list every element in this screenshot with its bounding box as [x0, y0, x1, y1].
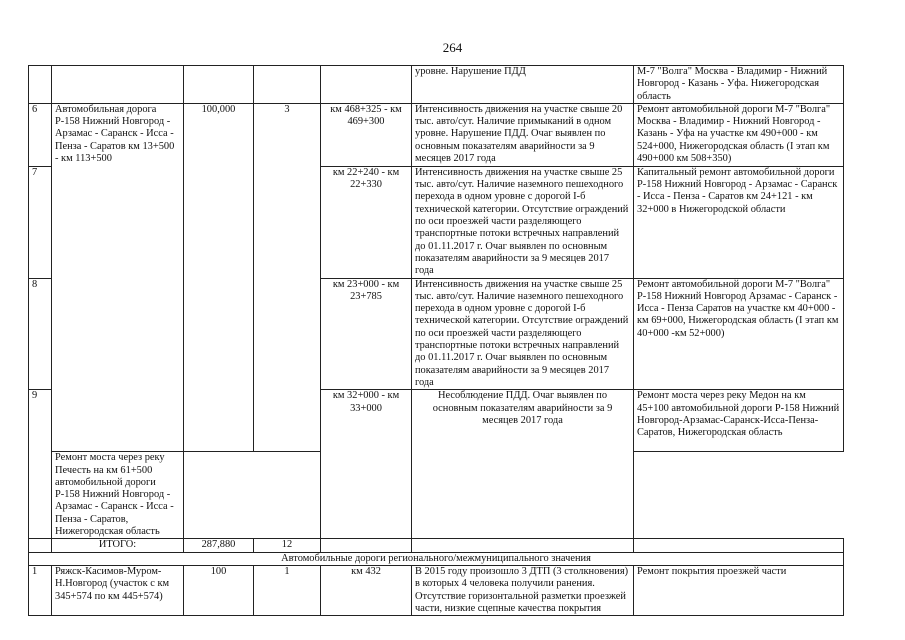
length-cell	[184, 66, 254, 104]
page-number: 264	[442, 40, 463, 55]
row-number: 6	[29, 103, 52, 166]
site-count: 3	[254, 103, 321, 451]
problem-description: Интенсивность движения на участке свыше 20 тыс. авто/сут. Наличие примыканий в одном уровне. Нарушение ПДД. Очаг выявлен по основным показателям аварийности за 9 месяцев 2017 года	[412, 103, 634, 166]
road-length: 100,000	[184, 103, 254, 451]
total-empty-cell	[321, 539, 412, 552]
total-label: ИТОГО:	[52, 539, 184, 552]
site-count: 1	[254, 565, 321, 615]
table-row	[29, 565, 844, 615]
road-name: Автомобильная дорога Р-158 Нижний Новгород - Арзамас - Саранск - Исса - Пенза - Саратов км 13+500 - км 113+500	[52, 103, 184, 451]
total-row	[29, 539, 844, 552]
row-number: 1	[29, 565, 52, 615]
row-number: 9	[29, 390, 52, 539]
road-cell	[52, 66, 184, 104]
table-row	[29, 66, 844, 104]
row-number: 8	[29, 278, 52, 390]
count-cell	[254, 66, 321, 104]
total-empty-cell	[634, 539, 844, 552]
km-range: км 22+240 - км 22+330	[321, 166, 412, 278]
total-empty-cell	[412, 539, 634, 552]
table-row	[29, 103, 844, 166]
measure-cell: М-7 "Волга" Москва - Владимир - Нижний Новгород - Казань - Уфа. Нижегородская область	[634, 66, 844, 104]
km-range: км 468+325 - км 469+300	[321, 103, 412, 166]
road-name: Ряжск-Касимов-Муром-Н.Новгород (участок с км 345+574 по км 445+574)	[52, 565, 184, 615]
km-cell	[321, 66, 412, 104]
km-range: км 23+000 - км 23+785	[321, 278, 412, 390]
planned-measure: Ремонт автомобильной дороги М-7 "Волга" Р-158 Нижний Новгород Арзамас - Саранск - Исса - Пенза Саратов на участке км 40+000 - км 69+000, Нижегородская область (I этап км 40+000 -км 52+000)	[634, 278, 844, 390]
problem-description: Интенсивность движения на участке свыше 25 тыс. авто/сут. Наличие наземного пешеходного перехода в одном уровне с дорогой I-б технической категории. Отсутствие ограждений по оси проезжей части разделяющего транспортные потоки встречных направлений до 01.11.2017 г. Очаг выявлен по основным показателям аварийности за 9 месяцев 2017 года	[412, 278, 634, 390]
total-count: 12	[254, 539, 321, 552]
planned-measure: Ремонт моста через реку Печесть на км 61+500 автомобильной дороги Р-158 Нижний Новгород - Арзамас - Саранск - Исса - Пенза - Саратов, Нижегородская область	[52, 452, 184, 539]
planned-measure: Ремонт моста через реку Медон на км 45+100 автомобильной дороги Р-158 Нижний Новгород-Арзамас-Саранск-Исса-Пенза-Саратов, Нижегородская область	[634, 390, 844, 452]
planned-measure: Ремонт покрытия проезжей части	[634, 565, 844, 615]
problem-cell: уровне. Нарушение ПДД	[412, 66, 634, 104]
planned-measure: Капитальный ремонт автомобильной дороги Р-158 Нижний Новгород - Арзамас - Саранск - Исса - Пенза - Саратов км 24+121 - км 32+000 в Нижегородской области	[634, 166, 844, 278]
row-number-cell	[29, 66, 52, 104]
planned-measure: Ремонт автомобильной дороги М-7 "Волга" Москва - Владимир - Нижний Новгород - Казань - Уфа на участке км 490+000 - км 524+000, Нижегородская область (I этап км 490+000 км 508+350)	[634, 103, 844, 166]
section-title: Автомобильные дороги регионального/межмуниципального значения	[29, 552, 844, 565]
problem-description: В 2015 году произошло 3 ДТП (3 столкновения) в которых 4 человека получили ранения. Отсутствие горизонтальной разметки проезжей части, низкие сцепные качества покрытия	[412, 565, 634, 615]
km-range: км 32+000 - км 33+000	[321, 390, 412, 539]
problem-description: Интенсивность движения на участке свыше 25 тыс. авто/сут. Наличие наземного пешеходного перехода в одном уровне с дорогой I-б технической категории. Отсутствие ограждений по оси проезжей части разделяющего транспортные потоки встречных направлений до 01.11.2017 г. Очаг выявлен по основным показателям аварийности за 9 месяцев 2017 года	[412, 166, 634, 278]
problem-description: Несоблюдение ПДД. Очаг выявлен по основным показателям аварийности за 9 месяцев 2017 года	[412, 390, 634, 539]
road-length: 100	[184, 565, 254, 615]
accident-sites-table	[28, 65, 844, 616]
section-header-row	[29, 552, 844, 565]
row-number: 7	[29, 166, 52, 278]
total-length: 287,880	[184, 539, 254, 552]
total-number-cell	[29, 539, 52, 552]
km-range: км 432	[321, 565, 412, 615]
